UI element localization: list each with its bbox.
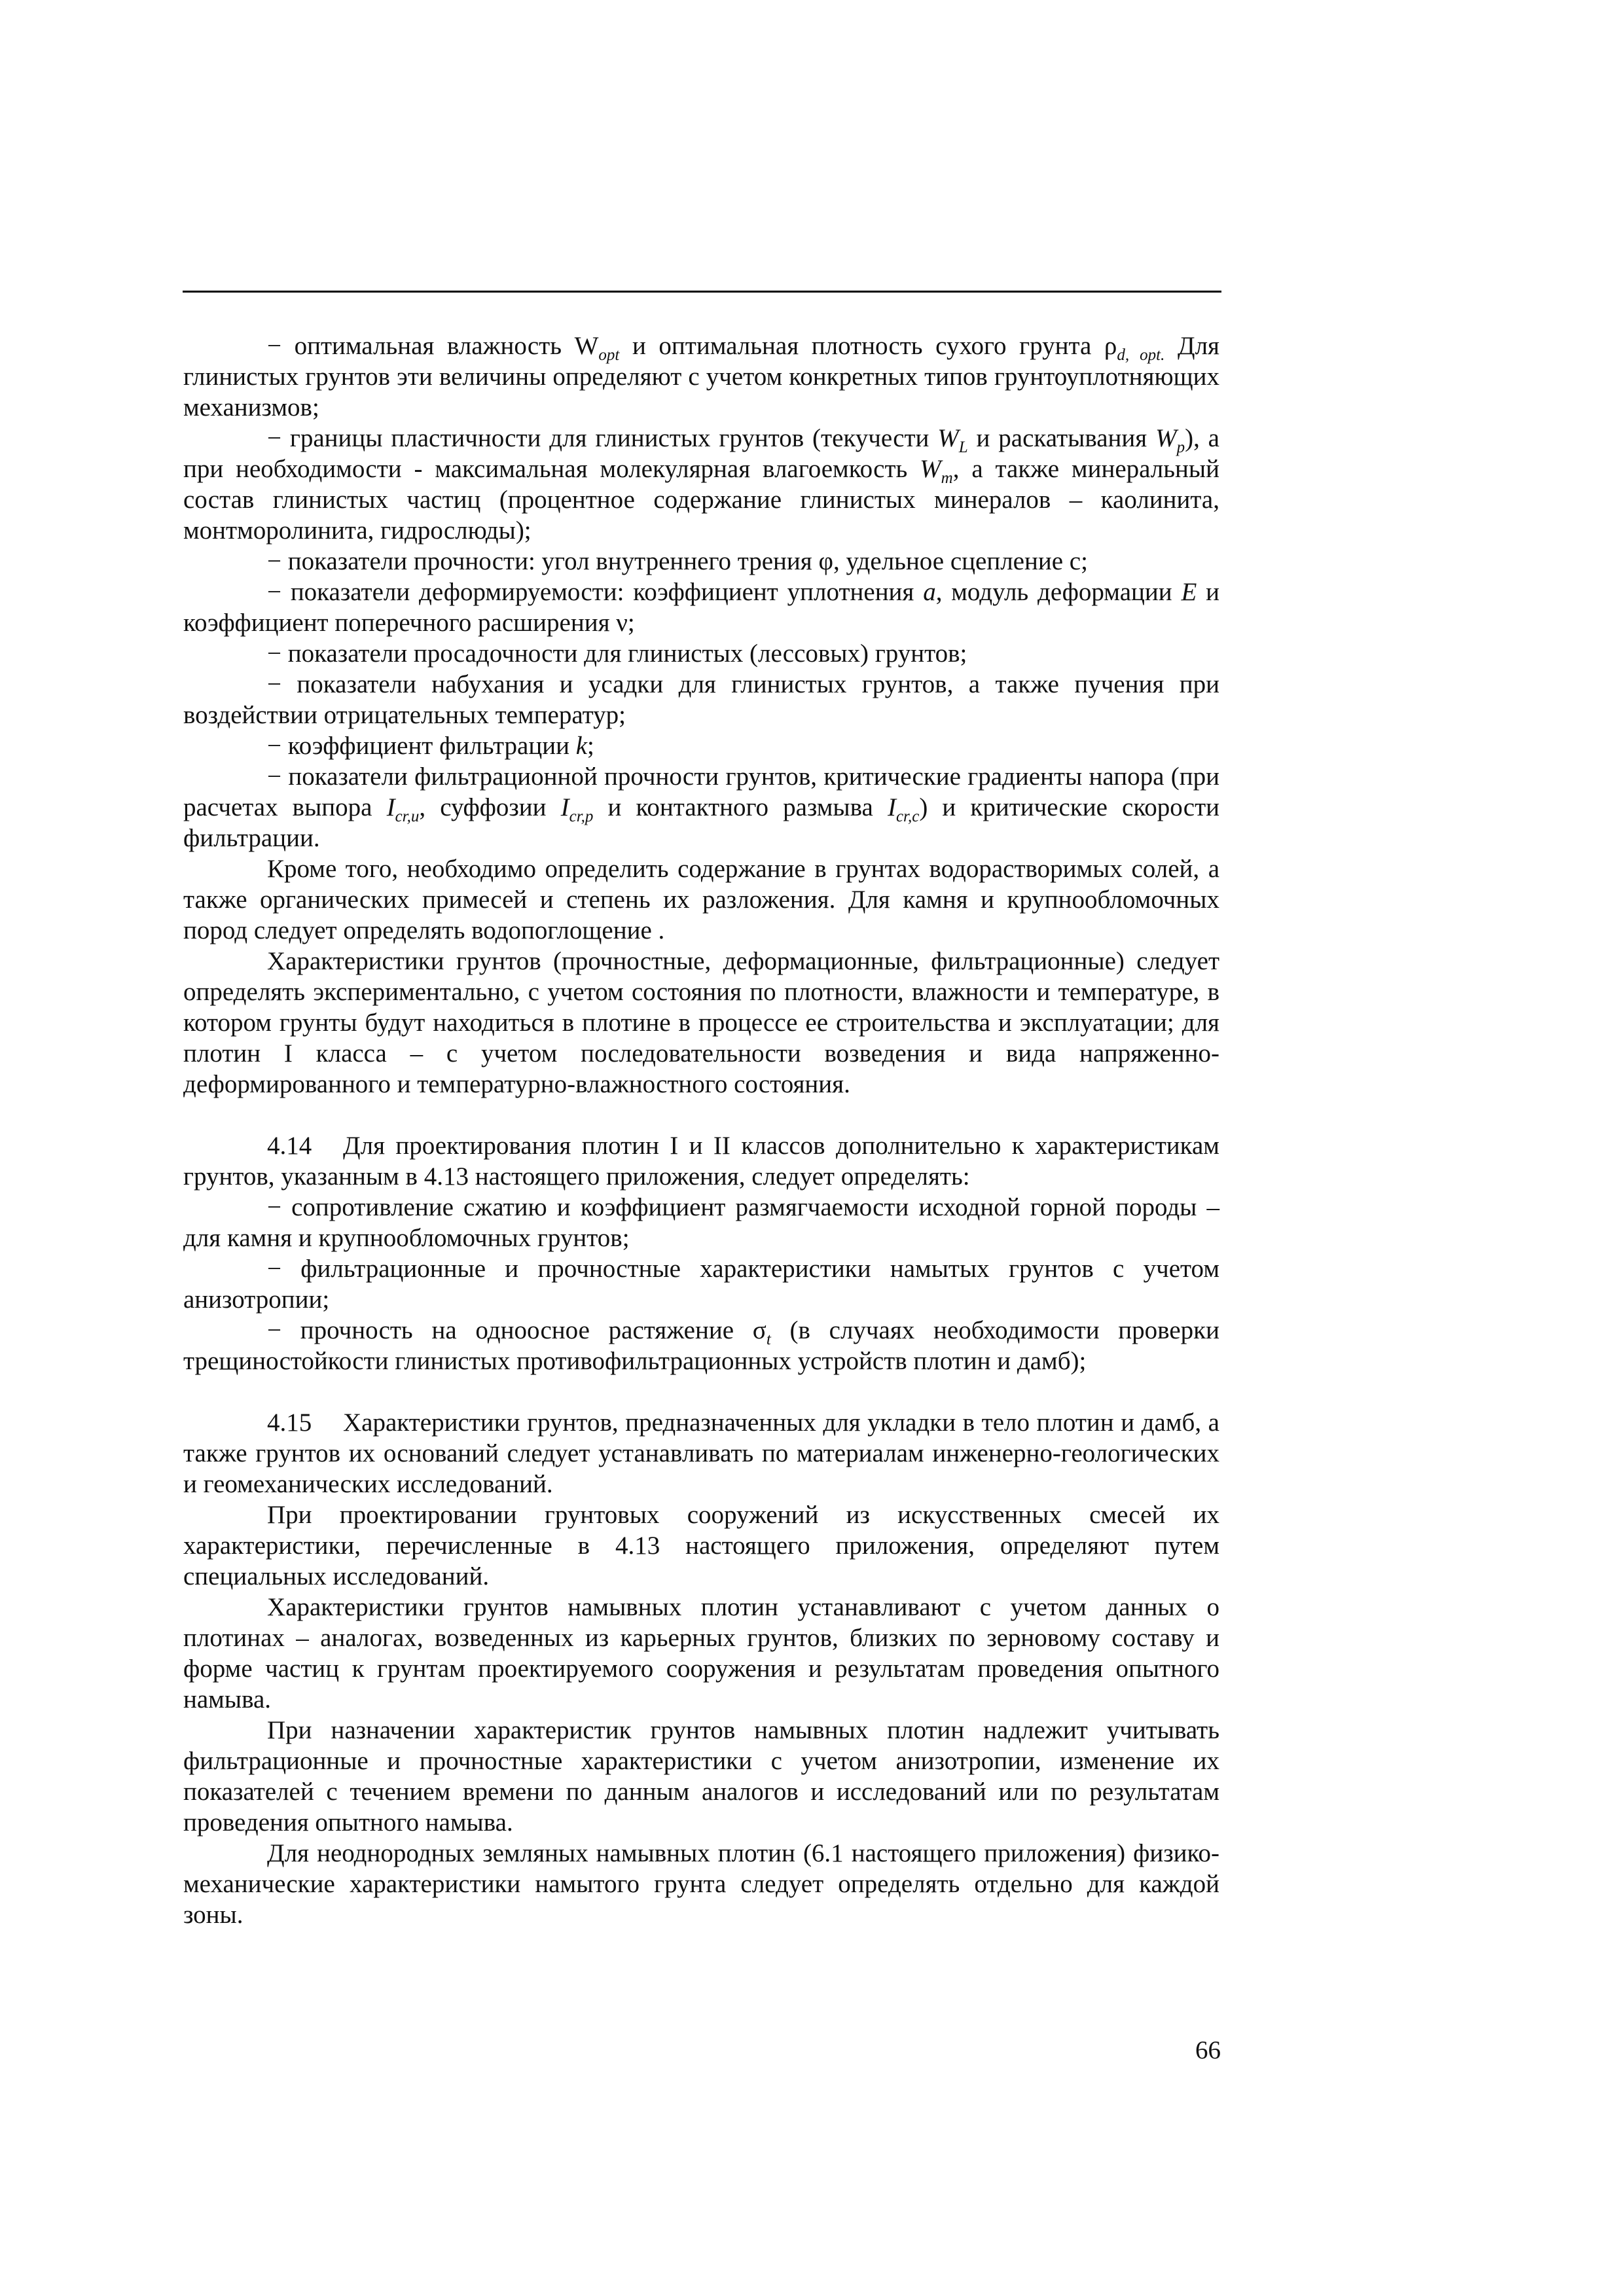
list-item: − границы пластичности для глинистых грунтов (текучести $W_L$ и раскатывания $W_p$), а при необходимости - максимальная молекулярная влагоемкость $W_m$, а также минеральный состав глинистых частиц (процентное содержание глинистых минералов – каолинита, монтморолинита, гидрослюды);: [183, 423, 1219, 546]
list-item: − показатели просадочности для глинистых (лессовых) грунтов;: [183, 638, 1219, 669]
paragraph: Характеристики грунтов намывных плотин устанавливают с учетом данных о плотинах – аналогах, возведенных из карьерных грунтов, близких по зерновому составу и форме частиц к грунтам проектируемого сооружения и результатам проведения опытного намыва.: [183, 1593, 1219, 1713]
section-number: 4.15: [267, 1408, 312, 1437]
paragraph: Кроме того, необходимо определить содержание в грунтах водорастворимых солей, а также органических примесей и степень их разложения. Для камня и крупнообломочных пород следует определять водопоглощение .: [183, 855, 1219, 944]
list-item: − показатели деформируемости: коэффициент уплотнения a, модуль деформации E и коэффициент поперечного расширения ν;: [183, 577, 1219, 638]
list-item: − оптимальная влажность $W_{opt}$ и оптимальная плотность сухого грунта $\rho_{d, opt.}$ Для глинистых грунтов эти величины определяют с учетом конкретных типов грунтоуплотняющих механизмов;: [183, 331, 1219, 423]
list-item: − сопротивление сжатию и коэффициент размягчаемости исходной горной породы – для камня и крупнообломочных грунтов;: [183, 1192, 1219, 1253]
list-item: − фильтрационные и прочностные характеристики намытых грунтов с учетом анизотропии;: [183, 1253, 1219, 1315]
section-4-14: 4.14 Для проектирования плотин I и II классов дополнительно к характеристикам грунтов, указанным в 4.13 настоящего приложения, следует определять:: [183, 1132, 1219, 1191]
page-number: 66: [1195, 2036, 1221, 2064]
list-item: − коэффициент фильтрации k;: [183, 730, 1219, 761]
header-rule: [183, 291, 1221, 293]
paragraph: Характеристики грунтов (прочностные, деформационные, фильтрационные) следует определять экспериментально, с учетом состояния по плотности, влажности и температуре, в котором грунты будут находиться в плотине в процессе ее строительства и эксплуатации; для плотин I класса – с учетом последовательности возведения и вида напряженно-деформированного и температурно-влажностного состояния.: [183, 947, 1219, 1098]
paragraph: При проектировании грунтовых сооружений из искусственных смесей их характеристики, перечисленные в 4.13 настоящего приложения, определяют путем специальных исследований.: [183, 1501, 1219, 1590]
section-4-15: 4.15 Характеристики грунтов, предназначенных для укладки в тело плотин и дамб, а также грунтов их оснований следует устанавливать по материалам инженерно-геологических и геомеханических исследований.: [183, 1408, 1219, 1498]
paragraph: При назначении характеристик грунтов намывных плотин надлежит учитывать фильтрационные и прочностные характеристики с учетом анизотропии, изменение их показателей с течением времени по данным аналогов и исследований или по результатам проведения опытного намыва.: [183, 1716, 1219, 1837]
body-text: [183, 331, 1219, 1930]
paragraph: Для неоднородных земляных намывных плотин (6.1 настоящего приложения) физико-механические характеристики намытого грунта следует определять отдельно для каждой зоны.: [183, 1839, 1219, 1929]
list-item: − показатели фильтрационной прочности грунтов, критические градиенты напора (при расчетах выпора $I_{cr,u}$, суффозии $I_{cr,p}$ и контактного размыва $I_{cr,c}$) и критические скорости фильтрации.: [183, 761, 1219, 853]
list-item: − показатели прочности: угол внутреннего трения φ, удельное сцепление c;: [183, 546, 1219, 577]
list-item: − показатели набухания и усадки для глинистых грунтов, а также пучения при воздействии отрицательных температур;: [183, 669, 1219, 730]
section-number: 4.14: [267, 1132, 312, 1160]
list-item: − прочность на одноосное растяжение $\sigma_t$ (в случаях необходимости проверки трещиностойкости глинистых противофильтрационных устройств плотин и дамб);: [183, 1315, 1219, 1376]
